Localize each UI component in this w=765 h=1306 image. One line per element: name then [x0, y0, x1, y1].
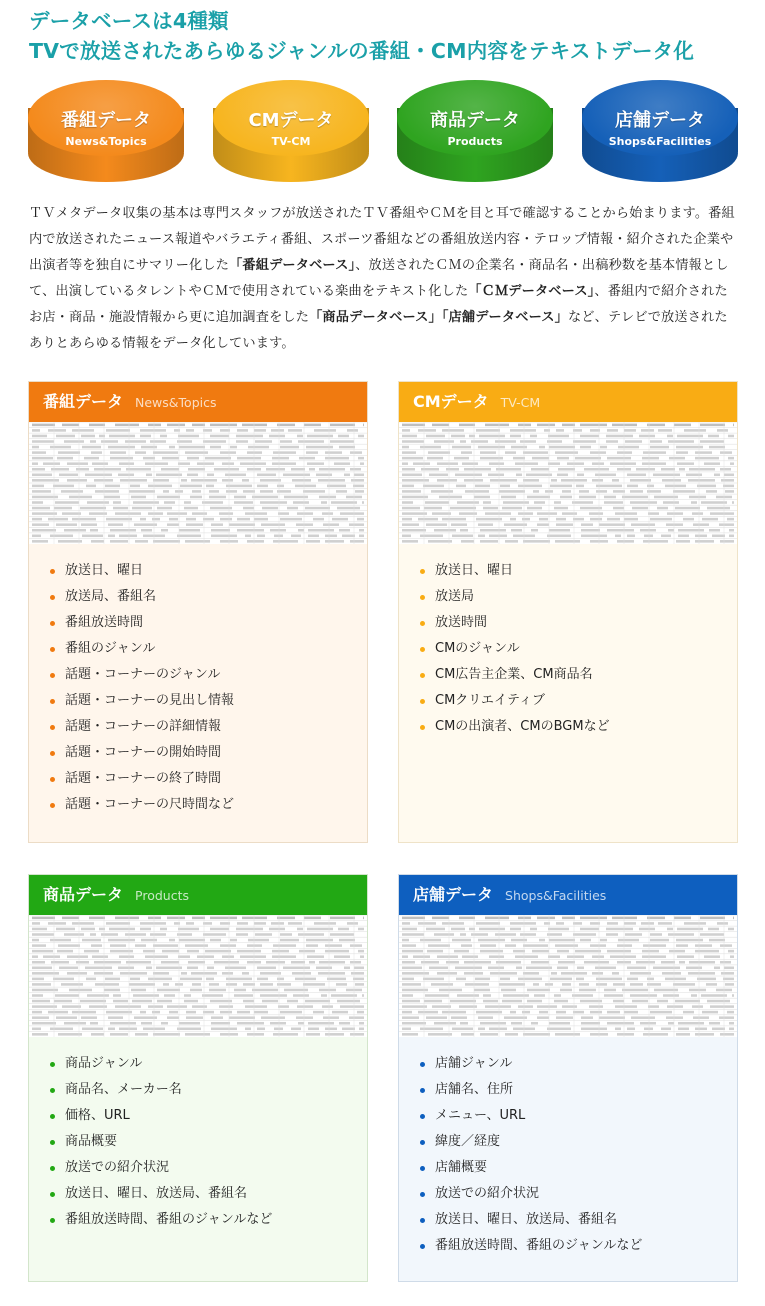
list-item-label: 話題・コーナーのジャンル — [65, 667, 221, 682]
bullet-dot-icon — [50, 1062, 55, 1067]
card-subtitle: Products — [135, 888, 189, 903]
bullet-dot-icon — [420, 673, 425, 678]
card-header — [399, 382, 737, 422]
list-item — [29, 558, 367, 584]
spreadsheet-grid-graphic — [399, 422, 737, 544]
feature-list — [29, 1037, 367, 1233]
list-item — [29, 1207, 367, 1233]
list-item — [399, 1129, 737, 1155]
list-item-label: CM広告主企業、CM商品名 — [435, 667, 593, 682]
bullet-dot-icon — [420, 1088, 425, 1093]
cylinder-shop-data — [582, 80, 738, 182]
list-item — [29, 636, 367, 662]
bullet-dot-icon — [50, 673, 55, 678]
bullet-dot-icon — [50, 595, 55, 600]
list-item-label: 放送局、番組名 — [65, 589, 157, 604]
spreadsheet-grid-graphic — [29, 422, 367, 544]
bullet-dot-icon — [420, 1192, 425, 1197]
bullet-dot-icon — [420, 1140, 425, 1145]
list-item — [399, 636, 737, 662]
list-item — [29, 610, 367, 636]
bullet-dot-icon — [420, 621, 425, 626]
list-item — [29, 1181, 367, 1207]
spreadsheet-grid-graphic — [399, 915, 737, 1037]
intro-text-3: 、番組内で紹介されたお店・商品・施設情報から更に追加調査をした — [29, 284, 728, 325]
bullet-dot-icon — [50, 621, 55, 626]
card-subtitle: News&Topics — [135, 395, 217, 410]
card-title: 番組データ — [43, 392, 124, 411]
bullet-dot-icon — [420, 1062, 425, 1067]
feature-list — [29, 544, 367, 818]
list-item — [29, 1129, 367, 1155]
list-item-label: 放送での紹介状況 — [65, 1160, 170, 1175]
list-item-label: 放送日、曜日 — [435, 563, 514, 578]
spreadsheet-preview-image — [399, 915, 737, 1037]
list-item — [399, 1233, 737, 1259]
list-item — [29, 714, 367, 740]
list-item — [29, 584, 367, 610]
list-item-label: 店舗ジャンル — [435, 1056, 513, 1071]
list-item-label: 放送局 — [435, 589, 475, 604]
list-item-label: 番組放送時間 — [65, 615, 144, 630]
list-item-label: 番組のジャンル — [65, 641, 156, 656]
list-item-label: 緯度／経度 — [435, 1134, 501, 1149]
list-item-label: 放送日、曜日 — [65, 563, 144, 578]
list-item-label: CMの出演者、CMのBGMなど — [435, 719, 610, 734]
intro-bold-program-db: 「番組データベース」 — [229, 258, 356, 273]
list-item — [29, 1155, 367, 1181]
cylinder-program-data — [28, 80, 184, 182]
card-cm-data — [398, 381, 738, 843]
card-header — [29, 875, 367, 915]
bullet-dot-icon — [420, 699, 425, 704]
cylinder-subtitle: News&Topics — [65, 135, 147, 148]
bullet-dot-icon — [50, 647, 55, 652]
cylinder-subtitle: Shops&Facilities — [608, 135, 712, 148]
intro-bold-product-db: 「商品データベース」 — [309, 310, 442, 325]
list-item-label: 放送日、曜日、放送局、番組名 — [65, 1186, 248, 1201]
list-item — [399, 1207, 737, 1233]
card-subtitle: Shops&Facilities — [505, 888, 607, 903]
list-item-label: 価格、URL — [65, 1108, 130, 1123]
bullet-dot-icon — [50, 1166, 55, 1171]
bullet-dot-icon — [50, 751, 55, 756]
list-item-label: 話題・コーナーの開始時間 — [65, 745, 222, 760]
bullet-dot-icon — [50, 1218, 55, 1223]
list-item — [399, 1051, 737, 1077]
page-title — [29, 6, 694, 66]
list-item-label: 話題・コーナーの詳細情報 — [65, 719, 222, 734]
list-item-label: メニュー、URL — [435, 1108, 526, 1123]
bullet-dot-icon — [50, 725, 55, 730]
card-subtitle: TV-CM — [500, 395, 541, 410]
card-title: CMデータ — [413, 392, 489, 411]
bullet-dot-icon — [420, 725, 425, 730]
bullet-dot-icon — [50, 1192, 55, 1197]
cylinder-subtitle: TV-CM — [271, 135, 311, 148]
bullet-dot-icon — [420, 1166, 425, 1171]
bullet-dot-icon — [50, 777, 55, 782]
list-item-label: 店舗概要 — [435, 1160, 488, 1175]
list-item-label: 商品概要 — [65, 1134, 118, 1149]
list-item-label: CMクリエイティブ — [435, 693, 545, 708]
list-item-label: 番組放送時間、番組のジャンルなど — [435, 1238, 643, 1253]
list-item — [29, 1077, 367, 1103]
bullet-dot-icon — [420, 647, 425, 652]
cylinder-title: 番組データ — [61, 110, 151, 131]
list-item — [29, 740, 367, 766]
bullet-dot-icon — [50, 1140, 55, 1145]
list-item-label: 番組放送時間、番組のジャンルなど — [65, 1212, 273, 1227]
list-item-label: 放送での紹介状況 — [435, 1186, 540, 1201]
list-item — [399, 1077, 737, 1103]
bullet-dot-icon — [420, 569, 425, 574]
list-item — [399, 558, 737, 584]
feature-list — [399, 544, 737, 740]
list-item-label: 商品ジャンル — [65, 1056, 143, 1071]
list-item — [29, 792, 367, 818]
list-item — [399, 1103, 737, 1129]
card-title: 商品データ — [43, 885, 124, 904]
bullet-dot-icon — [420, 1218, 425, 1223]
list-item — [29, 1103, 367, 1129]
spreadsheet-preview-image — [29, 915, 367, 1037]
list-item — [399, 1155, 737, 1181]
card-shop-data — [398, 874, 738, 1282]
card-program-data — [28, 381, 368, 843]
bullet-dot-icon — [50, 1088, 55, 1093]
cylinder-title: CMデータ — [248, 110, 334, 131]
list-item — [399, 1181, 737, 1207]
list-item — [399, 688, 737, 714]
list-item — [29, 688, 367, 714]
card-title: 店舗データ — [413, 885, 494, 904]
intro-paragraph — [29, 201, 741, 357]
list-item-label: 放送日、曜日、放送局、番組名 — [435, 1212, 618, 1227]
list-item — [29, 766, 367, 792]
list-item — [399, 584, 737, 610]
bullet-dot-icon — [420, 1244, 425, 1249]
cylinder-title: 商品データ — [430, 110, 520, 131]
bullet-dot-icon — [50, 569, 55, 574]
cylinder-title: 店舗データ — [615, 110, 705, 131]
list-item — [399, 610, 737, 636]
spreadsheet-preview-image — [399, 422, 737, 544]
cylinder-cm-data — [213, 80, 369, 182]
title-line-2: TVで放送されたあらゆるジャンルの番組・CM内容をテキストデータ化 — [29, 39, 695, 63]
list-item — [399, 714, 737, 740]
card-header — [399, 875, 737, 915]
intro-text-1: ＴＶメタデータ収集の基本は専門スタッフが放送されたＴＶ番組やＣＭを目と耳で確認することから始まります。番組内で放送されたニュース報道やバラエティ番組、スポーツ番組などの番組放送内容・テロップ情報・紹介された企業や出演者等を独自にサマリー化した — [29, 206, 735, 273]
intro-text-2: 、放送されたＣＭの企業名・商品名・出稿秒数を基本情報として、出演しているタレントやＣＭで使用されている楽曲をテキスト化した — [29, 258, 729, 299]
intro-text-4: など、テレビで放送されたありとあらゆる情報をデータ化しています。 — [29, 310, 728, 351]
card-header — [29, 382, 367, 422]
bullet-dot-icon — [420, 595, 425, 600]
list-item-label: 話題・コーナーの終了時間 — [65, 771, 222, 786]
list-item — [29, 662, 367, 688]
list-item-label: 話題・コーナーの見出し情報 — [65, 693, 235, 708]
intro-bold-cm-db: 「ＣＭデータベース」 — [468, 284, 595, 299]
card-product-data — [28, 874, 368, 1282]
list-item — [399, 662, 737, 688]
list-item-label: 放送時間 — [435, 615, 488, 630]
list-item-label: 店舗名、住所 — [435, 1082, 514, 1097]
title-line-1: データベースは4種類 — [29, 9, 229, 33]
cylinder-subtitle: Products — [447, 135, 503, 148]
spreadsheet-preview-image — [29, 422, 367, 544]
list-item-label: 話題・コーナーの尺時間など — [65, 797, 235, 812]
spreadsheet-grid-graphic — [29, 915, 367, 1037]
bullet-dot-icon — [420, 1114, 425, 1119]
bullet-dot-icon — [50, 1114, 55, 1119]
bullet-dot-icon — [50, 699, 55, 704]
cylinder-product-data — [397, 80, 553, 182]
list-item — [29, 1051, 367, 1077]
list-item-label: 商品名、メーカー名 — [65, 1082, 182, 1097]
list-item-label: CMのジャンル — [435, 641, 520, 656]
intro-bold-shop-db: 「店舗データベース」 — [441, 310, 568, 325]
feature-list — [399, 1037, 737, 1259]
bullet-dot-icon — [50, 803, 55, 808]
